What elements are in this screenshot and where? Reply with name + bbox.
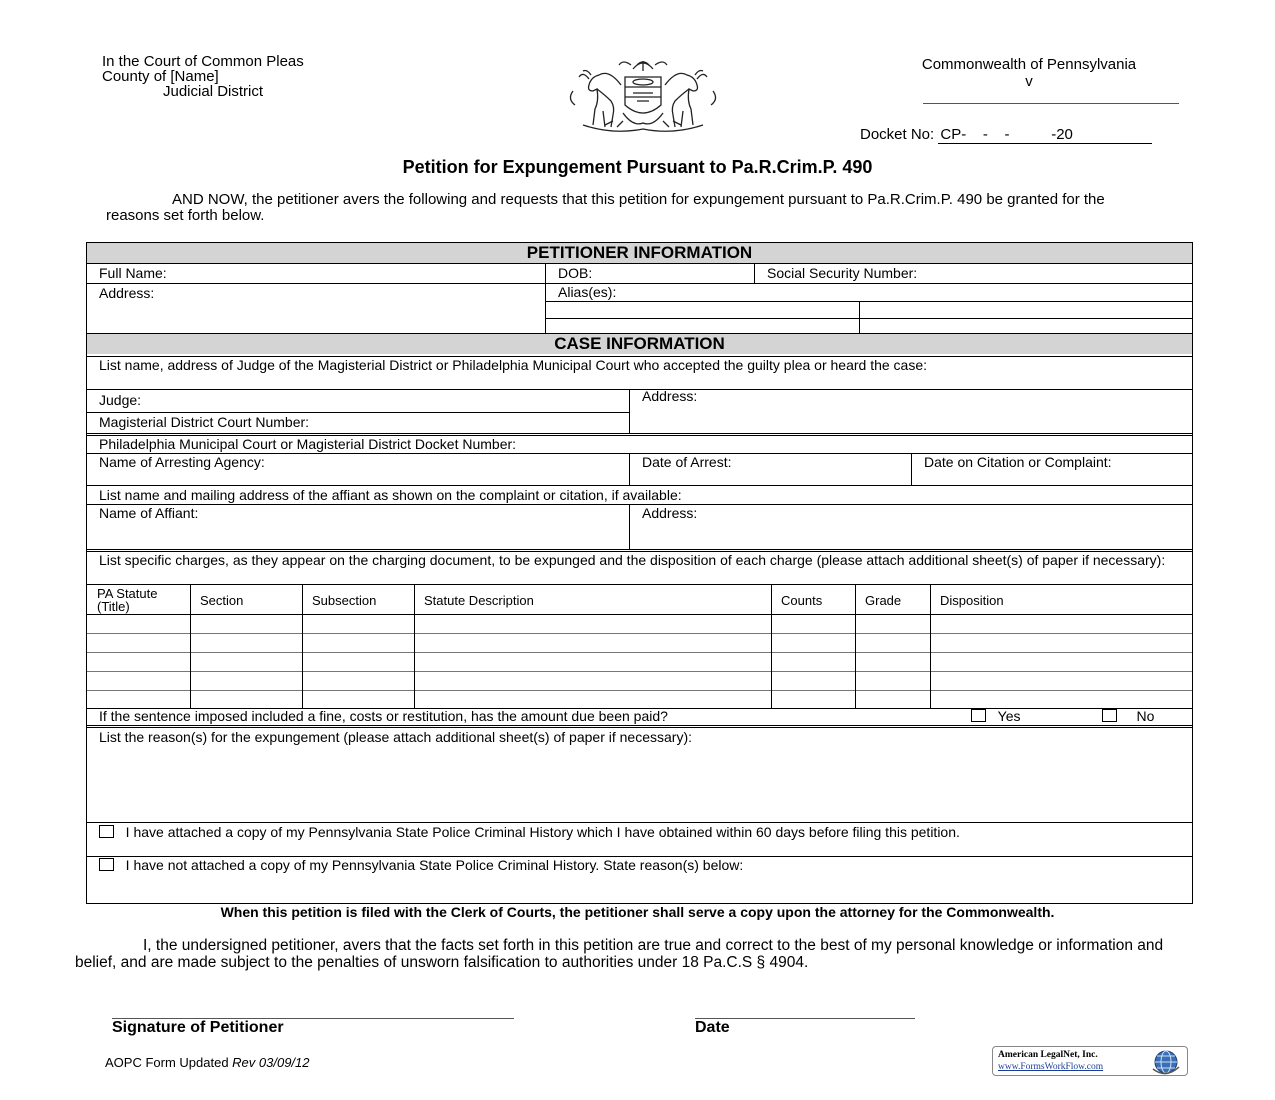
form-revision-prefix: AOPC Form Updated [105, 1055, 233, 1070]
charges-cell[interactable] [771, 671, 855, 690]
docket-number-label: Philadelphia Municipal Court or Magisterial District Docket Number: [99, 436, 517, 452]
commonwealth-block [860, 56, 1198, 90]
charges-cell[interactable] [930, 614, 1192, 633]
history-attached-checkbox[interactable] [99, 825, 114, 838]
charges-cell[interactable] [930, 652, 1192, 671]
page-title: Petition for Expungement Pursuant to Pa.R.Crim.P. 490 [402, 157, 873, 177]
docket-number-field-2[interactable] [87, 435, 1192, 453]
charges-cell[interactable] [302, 614, 414, 633]
aliases-label: Alias(es): [558, 284, 617, 300]
charges-cell[interactable] [190, 671, 302, 690]
judge-field[interactable] [87, 391, 629, 413]
grid-line [855, 584, 856, 709]
charges-cell[interactable] [87, 671, 190, 690]
grid-line [87, 614, 1192, 615]
charges-column-header: Disposition [940, 593, 1004, 608]
charges-cell[interactable] [414, 633, 771, 652]
full-name-label: Full Name: [99, 265, 167, 281]
dob-field[interactable] [546, 264, 754, 284]
docket-number-field[interactable]: CP- - - -20 [938, 126, 1152, 144]
charges-column-header: Grade [865, 593, 902, 608]
charges-cell[interactable] [87, 652, 190, 671]
globe-icon [1149, 1049, 1183, 1075]
american-legalnet-logo[interactable] [992, 1046, 1188, 1076]
date-on-citation-field[interactable] [912, 453, 1192, 485]
charges-cell[interactable] [771, 652, 855, 671]
aliases-field[interactable] [546, 283, 1192, 301]
date-on-citation-label: Date on Citation or Complaint: [924, 454, 1112, 470]
yes-label: Yes [997, 708, 1021, 724]
form-revision [105, 1055, 310, 1070]
charges-cell[interactable] [855, 614, 930, 633]
charges-cell[interactable] [414, 671, 771, 690]
charges-column-header: Counts [781, 593, 823, 608]
judge-label: Judge: [99, 392, 142, 408]
date-of-arrest-label: Date of Arrest: [642, 454, 732, 470]
petition-form [86, 242, 1193, 904]
court-line-2: County of [Name] [102, 68, 219, 85]
charges-cell[interactable] [855, 671, 930, 690]
no-checkbox[interactable] [1102, 709, 1117, 722]
date-label: Date [695, 1019, 730, 1036]
charges-column-header: PA Statute (Title) [97, 586, 158, 614]
charges-cell[interactable] [302, 633, 414, 652]
reasons-field[interactable] [87, 728, 1192, 822]
affiant-instructions: List name and mailing address of the affiant as shown on the complaint or citation, if available: [99, 487, 682, 503]
fine-paid-yes[interactable] [971, 709, 1021, 724]
grid-line [302, 584, 303, 709]
affiant-name-label: Name of Affiant: [99, 505, 199, 521]
address-label: Address: [99, 285, 155, 301]
charges-cell[interactable] [930, 633, 1192, 652]
logo-company-name: American LegalNet, Inc. [998, 1050, 1098, 1060]
charges-cell[interactable] [87, 633, 190, 652]
signature-label: Signature of Petitioner [112, 1019, 284, 1036]
court-line-3: Judicial District [163, 83, 264, 100]
history-attached-row[interactable] [87, 823, 1192, 857]
grid-line [190, 584, 191, 709]
arresting-agency-field[interactable] [87, 453, 629, 485]
charges-cell[interactable] [855, 652, 930, 671]
full-name-field[interactable] [87, 264, 545, 284]
docket-label: Docket No: [860, 126, 935, 143]
logo-url[interactable]: www.FormsWorkFlow.com [998, 1062, 1104, 1072]
averment-paragraph: I, the undersigned petitioner, avers that the facts set forth in this petition are true and correct to the best of my personal knowledge or information and belief, and are made subject to the penalties of unsworn falsification to authorities under 18 Pa.C.S § 4904. [75, 937, 1164, 971]
charges-column-header: Subsection [312, 593, 377, 608]
charges-cell[interactable] [190, 652, 302, 671]
mdc-number-field[interactable] [87, 413, 629, 433]
charges-cell[interactable] [302, 671, 414, 690]
grid-line [930, 584, 931, 709]
judge-address-label: Address: [642, 388, 698, 404]
service-notice: When this petition is filed with the Clerk of Courts, the petitioner shall serve a copy upon the attorney for the Commonwealth. [220, 904, 1055, 920]
petitioner-info-heading: PETITIONER INFORMATION [87, 243, 1192, 263]
date-of-arrest-field[interactable] [630, 453, 911, 485]
charges-cell[interactable] [302, 652, 414, 671]
charges-cell[interactable] [771, 614, 855, 633]
court-block [102, 54, 304, 99]
fine-paid-question: If the sentence imposed included a fine, costs or restitution, has the amount due been paid? [99, 708, 668, 724]
no-label: No [1136, 708, 1155, 724]
charges-cell[interactable] [771, 633, 855, 652]
judge-instructions: List name, address of Judge of the Magisterial District or Philadelphia Municipal Court who accepted the guilty plea or heard the case: [99, 357, 928, 373]
ssn-label: Social Security Number: [767, 265, 918, 281]
charges-cell[interactable] [855, 633, 930, 652]
case-info-heading: CASE INFORMATION [87, 334, 1192, 354]
charges-cell[interactable] [190, 614, 302, 633]
history-not-attached-row[interactable] [87, 856, 1192, 904]
charges-cell[interactable] [414, 652, 771, 671]
mdc-number-label: Magisterial District Court Number: [99, 414, 310, 430]
grid-line [87, 671, 1192, 672]
grid-line [87, 652, 1192, 653]
charges-instructions: List specific charges, as they appear on the charging document, to be expunged and the disposition of each charge (please attach additional sheet(s) of paper if necessary): [99, 552, 1166, 568]
dob-label: DOB: [558, 265, 593, 281]
charges-cell[interactable] [87, 614, 190, 633]
address-field[interactable] [87, 284, 545, 333]
grid-line [87, 633, 1192, 634]
pennsylvania-coat-of-arms-icon [553, 55, 733, 135]
fine-paid-no[interactable] [1102, 709, 1154, 724]
docket-number [860, 126, 1152, 144]
judge-address-field[interactable] [630, 387, 1192, 433]
intro-paragraph: AND NOW, the petitioner avers the following and requests that this petition for expungement pursuant to Pa.R.Crim.P. 490 be granted for the reasons set forth below. [106, 191, 1105, 224]
charges-cell[interactable] [414, 614, 771, 633]
grid-line [771, 584, 772, 709]
history-not-attached-checkbox[interactable] [99, 858, 114, 871]
charges-column-header: Statute Description [424, 593, 534, 608]
yes-checkbox[interactable] [971, 709, 986, 722]
defendant-name-line[interactable] [923, 103, 1179, 104]
reasons-instructions: List the reason(s) for the expungement (please attach additional sheet(s) of paper if necessary): [99, 729, 692, 745]
history-attached-label: I have attached a copy of my Pennsylvania State Police Criminal History which I have obtained within 60 days before filing this petition. [125, 824, 960, 840]
history-not-attached-label: I have not attached a copy of my Pennsylvania State Police Criminal History. State reason(s) below: [125, 857, 744, 873]
charges-cell[interactable] [930, 671, 1192, 690]
grid-line [87, 690, 1192, 691]
affiant-address-field[interactable] [630, 504, 1192, 549]
charges-cell[interactable] [190, 633, 302, 652]
versus-label: v [1025, 73, 1033, 90]
fine-paid-row [87, 707, 1192, 725]
form-revision-date: Rev 03/09/12 [232, 1055, 310, 1070]
affiant-name-field[interactable] [87, 504, 629, 549]
charges-column-header: Section [200, 593, 244, 608]
commonwealth-label: Commonwealth of Pennsylvania [921, 56, 1137, 73]
arresting-agency-label: Name of Arresting Agency: [99, 454, 265, 470]
court-line-1: In the Court of Common Pleas [102, 53, 304, 70]
ssn-field[interactable] [755, 264, 1192, 284]
affiant-address-label: Address: [642, 505, 698, 521]
grid-line [414, 584, 415, 709]
